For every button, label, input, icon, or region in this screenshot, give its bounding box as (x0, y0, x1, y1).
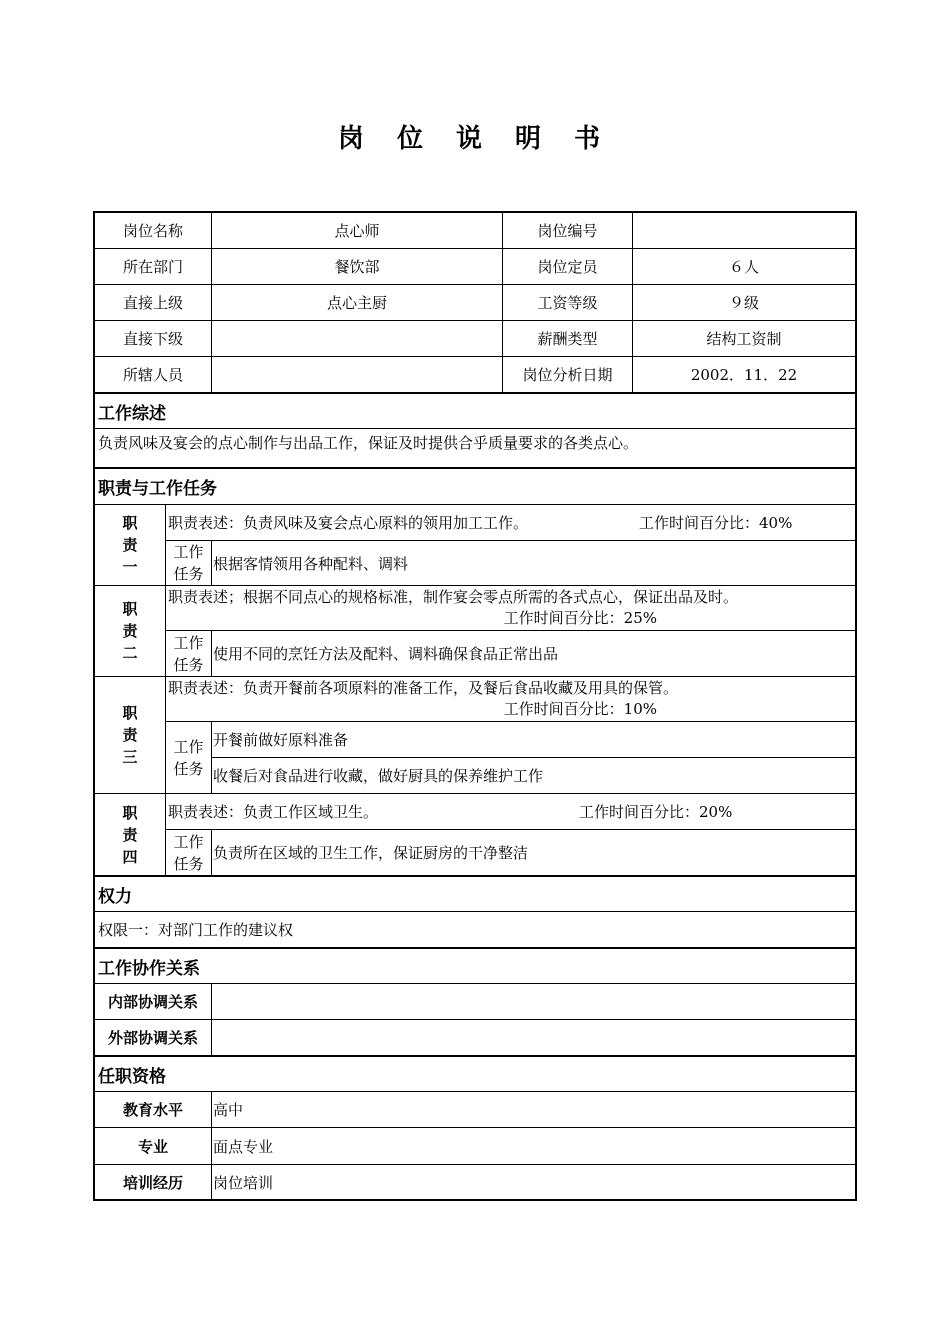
label-headcount: 岗位定员 (537, 258, 598, 276)
value-staff (212, 357, 502, 392)
duty-1-description: 职责表述：负责风味及宴会点心原料的领用加工工作。 (168, 514, 529, 532)
value-salary-grade: ９级 (728, 294, 759, 312)
duty-4-task-label (166, 830, 211, 875)
task-label-line: 任务 (173, 565, 204, 583)
label-pay-type: 薪酬类型 (537, 330, 598, 348)
duty-4-task-1: 负责所在区域的卫生工作，保证厨房的干净整洁 (213, 844, 529, 862)
value-major: 面点专业 (213, 1137, 274, 1156)
label-supervisor: 直接上级 (122, 294, 183, 312)
value-analysis-date: 2002．11．22 (690, 366, 798, 384)
label-department: 所在部门 (122, 258, 183, 276)
duty-label-char: 四 (122, 847, 138, 866)
task-label-line: 任务 (173, 655, 204, 674)
summary-text: 负责风味及宴会的点心制作与出品工作，保证及时提供合乎质量要求的各类点心。 (98, 433, 639, 452)
section-heading-cooperation: 工作协作关系 (98, 958, 200, 979)
value-training: 岗位培训 (213, 1174, 274, 1192)
duty-label-char: 责 (122, 622, 138, 640)
section-heading-duties: 职责与工作任务 (98, 479, 217, 499)
duty-label-char: 职 (122, 600, 138, 618)
label-education: 教育水平 (122, 1101, 183, 1119)
duty-label-char: 责 (122, 825, 138, 844)
duty-4-description: 职责表述：负责工作区域卫生。 (168, 803, 379, 821)
authority-text: 权限一：对部门工作的建议权 (98, 921, 294, 939)
label-salary-grade: 工资等级 (537, 294, 598, 312)
duty-2-percentage: 工作时间百分比：25% (503, 609, 657, 627)
task-label-line: 工作 (173, 633, 204, 652)
duty-2-task-1: 使用不同的烹饪方法及配料、调料确保食品正常出品 (213, 645, 559, 663)
task-label-line: 工作 (173, 832, 204, 851)
duty-2-description: 职责表述；根据不同点心的规格标准，制作宴会零点所需的各式点心，保证出品及时。 (168, 588, 739, 606)
duty-label-char: 职 (122, 704, 138, 722)
duty-1-task-label (166, 541, 211, 585)
duty-label-char: 一 (122, 558, 138, 576)
value-external-coordination (212, 1020, 855, 1055)
duty-3-description: 职责表述：负责开餐前各项原料的准备工作，及餐后食品收藏及用具的保管。 (168, 679, 679, 697)
value-headcount: ６人 (728, 258, 759, 276)
duty-3-task-1: 开餐前做好原料准备 (213, 731, 349, 749)
value-department: 餐饮部 (334, 258, 380, 276)
section-heading-authority: 权力 (98, 886, 132, 907)
section-heading-summary: 工作综述 (98, 403, 166, 424)
value-post-number (633, 213, 855, 248)
duty-3-task-label (166, 722, 211, 793)
section-heading-qualification: 任职资格 (98, 1066, 166, 1087)
duty-4-percentage: 工作时间百分比：20% (579, 803, 733, 821)
label-staff: 所辖人员 (122, 366, 183, 384)
value-post-name: 点心师 (334, 222, 380, 240)
task-label-line: 工作 (173, 737, 204, 756)
duty-3-task-2: 收餐后对食品进行收藏，做好厨具的保养维护工作 (213, 767, 544, 785)
label-training: 培训经历 (122, 1174, 183, 1192)
duty-1-percentage: 工作时间百分比：40% (639, 514, 793, 532)
duty-label-char: 职 (122, 803, 138, 822)
duty-2-description-block (166, 586, 855, 630)
duty-1-label (95, 505, 165, 585)
duty-label-char: 二 (122, 644, 138, 662)
duty-label-char: 职 (122, 514, 138, 532)
duty-label-char: 三 (122, 748, 138, 766)
duty-label-char: 责 (122, 726, 138, 744)
value-pay-type: 结构工资制 (706, 330, 782, 348)
value-education: 高中 (213, 1101, 244, 1119)
duty-3-percentage: 工作时间百分比：10% (503, 700, 657, 718)
duty-1-task-1: 根据客情领用各种配料、调料 (213, 554, 409, 573)
label-subordinate: 直接下级 (122, 330, 183, 348)
label-major: 专业 (137, 1137, 168, 1156)
task-label-line: 任务 (173, 759, 204, 778)
duty-2-label (95, 586, 165, 676)
page-title: 岗 位 说 明 书 (337, 124, 613, 154)
label-internal-coordination: 内部协调关系 (107, 993, 198, 1011)
duty-2-task-label (166, 631, 211, 676)
task-label-line: 工作 (173, 543, 204, 561)
value-internal-coordination (212, 984, 855, 1019)
duty-label-char: 责 (122, 536, 138, 554)
duty-4-label (95, 794, 165, 875)
label-analysis-date: 岗位分析日期 (522, 366, 613, 384)
label-external-coordination: 外部协调关系 (107, 1029, 198, 1047)
duty-3-label (95, 677, 165, 793)
duty-3-description-block (166, 677, 855, 721)
task-label-line: 任务 (173, 854, 204, 873)
label-post-name: 岗位名称 (122, 222, 183, 240)
label-post-number: 岗位编号 (537, 222, 598, 240)
value-subordinate (212, 321, 502, 356)
value-supervisor: 点心主厨 (326, 294, 387, 312)
